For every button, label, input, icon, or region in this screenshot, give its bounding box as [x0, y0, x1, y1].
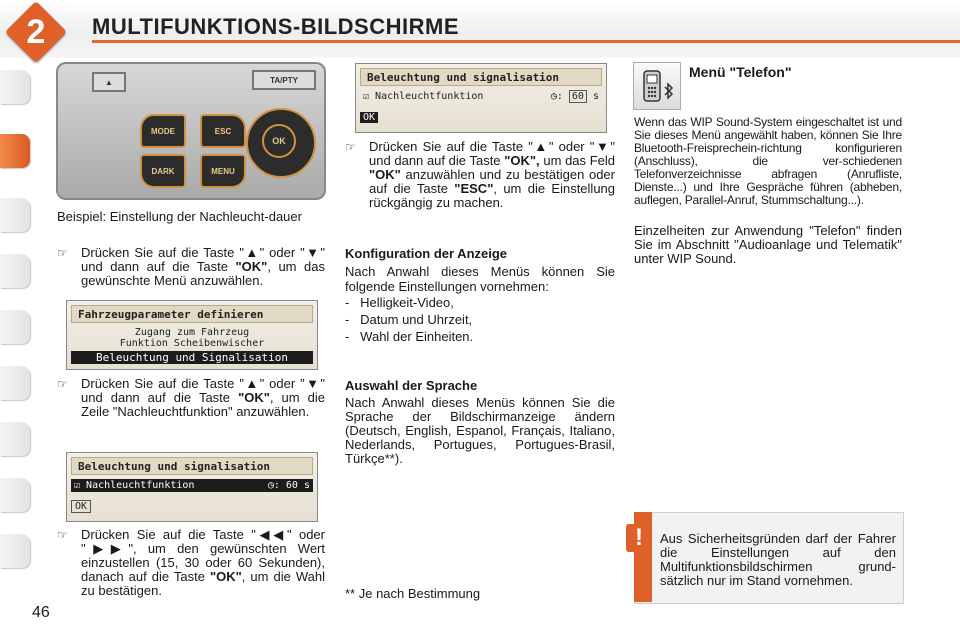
ok-field-selected: OK [360, 112, 378, 123]
instruction-step-4: ☞ Drücken Sie auf die Taste "▲" oder "▼" und dann auf die Taste "OK", um das Feld "OK" anzuwählen und zu bestätigen oder auf die Taste "ESC", um die Einstellung rückgängig zu machen. [345, 139, 616, 210]
screen-vehicle-parameters [66, 300, 318, 370]
chapter-tab[interactable] [0, 366, 30, 400]
instruction-step-2: ☞ Drücken Sie auf die Taste "▲" oder "▼" und dann auf die Taste "OK", um die Zeile "Nachleuchtfunktion" anzuwählen. [57, 376, 325, 419]
chapter-tab[interactable] [0, 70, 30, 104]
chapter-tab[interactable] [0, 478, 30, 512]
dark-button: DARK [140, 154, 186, 188]
radio-control-panel-illustration [56, 62, 326, 200]
section-heading-telephone: Menü "Telefon" [689, 64, 792, 80]
row-follow-me-home: ☑ Nachleuchtfunktion ◷: 60 s [363, 91, 599, 102]
ta-pty-button: TA/PTY [252, 70, 316, 90]
row-follow-me-home: ☑ Nachleuchtfunktion ◷: 60 s [71, 479, 313, 492]
telephone-paragraph-1: Wenn das WIP Sound-System eingeschaltet ist und Sie dieses Menü angewählt haben, können Sie Ihre Bluetooth-Freisprechein-richtung konfigurieren (Anschluss), die ver-schiedenen Telefonverzeichnisse abfragen (Anrufliste, Dienste...) und Ihre Gespräche führen (abheben, auflegen, Parallel-Anruf, Stummschaltung...). [634, 115, 902, 207]
esc-button: ESC [200, 114, 246, 148]
hand-pointer-icon: ☞ [57, 528, 68, 542]
screen-title: Fahrzeugparameter definieren [71, 305, 313, 323]
telephone-paragraph-2: Einzelheiten zur Anwendung "Telefon" finden Sie im Abschnitt "Audioanlage und Telematik" unter WIP Sound. [634, 223, 902, 266]
page-number: 46 [32, 604, 50, 621]
display-config-list [345, 294, 615, 345]
menu-item-access: Zugang zum Fahrzeug [134, 327, 250, 338]
screen-lighting-selected-row [66, 452, 318, 522]
instruction-step-3: ☞ Drücken Sie auf die Taste "◀◀" oder "▶▶", um den gewünschten Wert einzustellen (15, 30 oder 60 Sekunden), danach auf die Taste "OK", um die Wahl zu bestätigen. [57, 527, 325, 598]
chapter-tab[interactable] [0, 310, 30, 344]
screen-lighting-ok-field [355, 63, 607, 133]
ok-button: OK [262, 124, 296, 158]
hand-pointer-icon: ☞ [57, 377, 68, 391]
section-heading-display-config: Konfiguration der Anzeige [345, 246, 508, 261]
safety-warning-text: Aus Sicherheitsgründen darf der Fahrer die Einstellungen auf den Multifunktionsbildschirmen grund-sätzlich nur im Stand vornehmen. [660, 531, 896, 588]
footnote: ** Je nach Bestimmung [345, 586, 481, 601]
section-heading-language: Auswahl der Sprache [345, 378, 478, 393]
hand-pointer-icon: ☞ [57, 246, 68, 260]
screen-title: Beleuchtung und signalisation [71, 457, 313, 475]
bluetooth-icon [665, 84, 672, 98]
menu-item-lighting-selected: Beleuchtung und Signalisation [71, 351, 313, 364]
mode-button: MODE [140, 114, 186, 148]
phone-icon [633, 62, 681, 110]
list-item: - Wahl der Einheiten. [345, 329, 474, 344]
ok-field: OK [71, 500, 91, 513]
menu-button: MENU [200, 154, 246, 188]
chapter-number: 2 [26, 12, 46, 51]
eject-icon: ▲ [92, 72, 126, 92]
hand-pointer-icon: ☞ [345, 140, 356, 154]
warning-icon: ! [626, 524, 652, 552]
page-title: MULTIFUNKTIONS-BILDSCHIRME [92, 14, 459, 39]
chapter-tabs [0, 70, 34, 610]
language-text: Nach Anwahl dieses Menüs können Sie die Sprache der Bildschirmanzeige ändern (Deutsch, English, Espanol, Français, Italiano, Nederlands, Portugues, Portugues-Brasil, Türkçe**). [345, 395, 615, 466]
chapter-tab[interactable] [0, 254, 30, 288]
instruction-step-1: ☞ Drücken Sie auf die Taste "▲" oder "▼" und dann auf die Taste "OK", um das gewünschte Menü anzuwählen. [57, 245, 325, 288]
chapter-tab[interactable] [0, 198, 30, 232]
menu-item-wiper: Funktion Scheibenwischer [119, 338, 265, 349]
chapter-tab[interactable] [0, 422, 30, 456]
example-caption: Beispiel: Einstellung der Nachleucht-dauer [57, 209, 302, 224]
screen-title: Beleuchtung und signalisation [360, 68, 602, 86]
display-config-intro: Nach Anwahl dieses Menüs können Sie folgende Einstellungen vornehmen: [345, 264, 615, 294]
header-rule [92, 40, 960, 43]
list-item: - Helligkeit-Video, [345, 295, 454, 310]
list-item: - Datum und Uhrzeit, [345, 312, 473, 327]
chapter-tab[interactable] [0, 534, 30, 568]
chapter-tab-active[interactable] [0, 134, 30, 168]
